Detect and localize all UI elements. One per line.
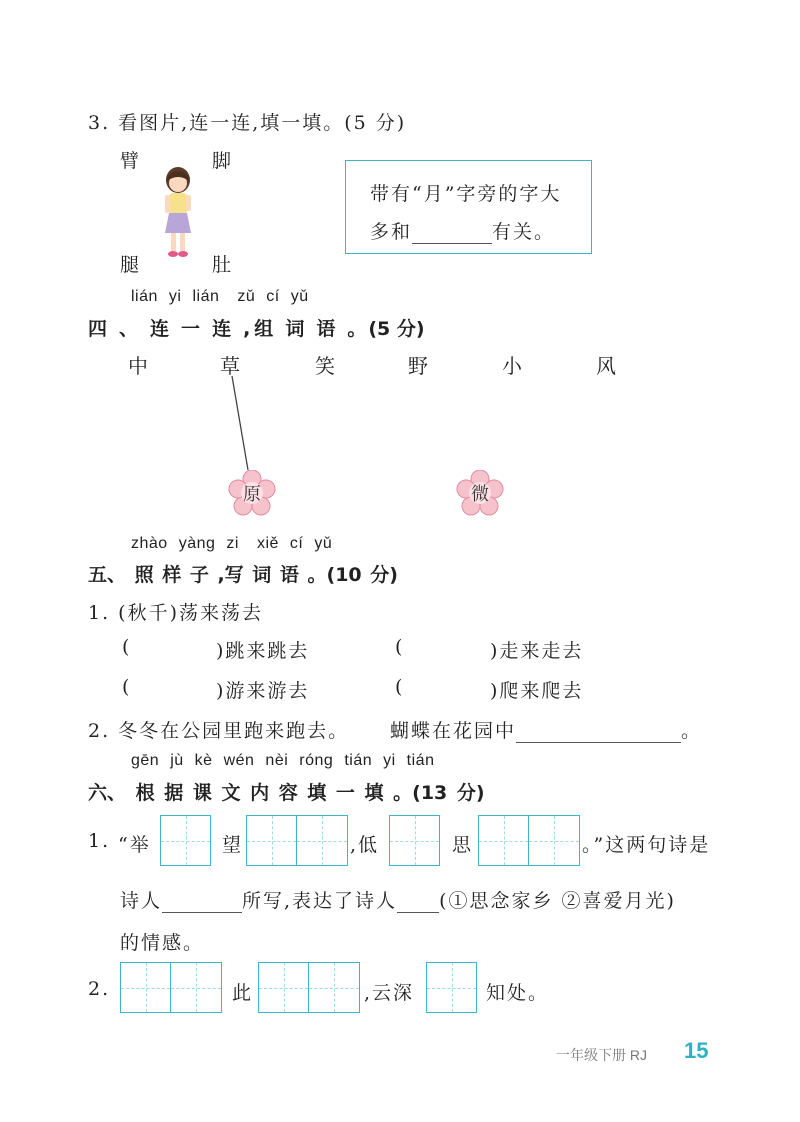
char-zhong[interactable]: 中 [128, 354, 150, 378]
sec5-item2-task [390, 716, 702, 743]
flower-label: 原 [243, 484, 261, 505]
sec5-item2-example: 2. 冬冬在公园里跑来跑去。 [88, 720, 350, 742]
pinyin-syllable: tián [406, 752, 435, 769]
heading-char: 。 [347, 318, 367, 340]
blank-open[interactable]: ( [395, 676, 405, 698]
page-number: 15 [684, 1038, 709, 1063]
blank-you: )游来游去 [216, 680, 310, 702]
line1-c2: 望 [222, 834, 244, 856]
grid-4[interactable] [478, 815, 580, 866]
blank-zou: )走来走去 [490, 640, 584, 662]
word-foot: 脚 [212, 150, 234, 172]
sec6-heading: 六、 根 据 课 文 内 容 填 一 填 。(13 分) [88, 782, 485, 804]
pinyin-syllable: róng [299, 752, 334, 769]
word-arm: 臂 [120, 150, 142, 172]
grid-cell[interactable] [171, 962, 222, 1013]
line4-c1: 此 [232, 982, 254, 1004]
grid-cell[interactable] [426, 962, 477, 1013]
pinyin-syllable: gēn [131, 752, 160, 769]
pinyin-syllable: yǔ [314, 535, 333, 552]
char-cao[interactable]: 草 [220, 354, 242, 378]
grid-cell[interactable] [120, 962, 171, 1013]
grid-cell[interactable] [478, 815, 529, 866]
heading-char: 词 [285, 318, 305, 340]
pinyin-syllable: jù [170, 752, 184, 769]
grid-cell[interactable] [258, 962, 309, 1013]
sec6-pinyin [131, 752, 445, 770]
char-xiao-small[interactable]: 小 [502, 354, 524, 378]
pinyin-syllable: cí [289, 535, 304, 552]
char-xiao[interactable]: 笑 [315, 354, 337, 378]
footer-grade: 一年级下册 RJ [556, 1047, 647, 1063]
grid-cell[interactable] [246, 815, 297, 866]
grid-3[interactable] [389, 815, 440, 866]
heading-char: 、 [119, 318, 139, 340]
blank-open[interactable]: ( [395, 636, 405, 658]
pinyin-syllable: zhào [131, 535, 168, 552]
char-ye[interactable]: 野 [408, 354, 430, 378]
hint-line1: 带有“月”字旁的字大 [370, 183, 562, 205]
pinyin-syllable: tián [344, 752, 373, 769]
pinyin-syllable: zǔ [237, 288, 256, 305]
grid-cell[interactable] [160, 815, 211, 866]
pinyin-syllable: kè [194, 752, 213, 769]
pinyin-syllable: lián [192, 288, 220, 305]
grid-cell[interactable] [529, 815, 580, 866]
feeling-blank[interactable] [397, 892, 439, 913]
flower-wei[interactable] [456, 470, 504, 516]
grid-cell[interactable] [297, 815, 348, 866]
word-belly: 肚 [212, 254, 234, 276]
sec5-pinyin [131, 535, 343, 553]
pinyin-syllable: nèi [265, 752, 289, 769]
grid-1[interactable] [160, 815, 211, 866]
heading-char: 四 [88, 318, 108, 340]
line3: 的情感。 [120, 932, 205, 954]
line4-num: 2. [88, 978, 111, 1000]
pinyin-syllable: yǔ [290, 288, 309, 305]
heading-char: , [243, 318, 251, 340]
grid-cell[interactable] [389, 815, 440, 866]
blank-open[interactable]: ( [122, 676, 132, 698]
flower-label: 微 [471, 484, 489, 505]
pinyin-syllable: cí [266, 288, 280, 305]
pinyin-syllable: lián [131, 288, 158, 305]
item2-answer-blank[interactable] [516, 722, 681, 743]
item2-end: 。 [681, 720, 703, 742]
pinyin-syllable: yàng [178, 535, 216, 552]
grid-7[interactable] [426, 962, 477, 1013]
heading-char: 组 [254, 318, 274, 340]
grid-5[interactable] [120, 962, 222, 1013]
pinyin-syllable: yi [168, 288, 182, 305]
line4-c3: 知处。 [486, 982, 550, 1004]
heading-char: 语 [316, 318, 336, 340]
q3-title: 3. 看图片,连一连,填一填。(5 分) [88, 112, 407, 134]
pinyin-syllable: xiě [256, 535, 279, 552]
line2 [120, 886, 676, 913]
line2-c: (①思念家乡 ②喜爱月光) [439, 890, 676, 912]
flower-yuan[interactable] [228, 470, 276, 516]
line1-c4: 思 [452, 834, 474, 856]
blank-pa: )爬来爬去 [490, 680, 584, 702]
hint-line2-prefix: 多和 [370, 221, 413, 243]
line2-a: 诗人 [120, 890, 163, 912]
line2-b: 所写,表达了诗人 [242, 890, 398, 912]
heading-char: 连 [150, 318, 170, 340]
line1-end: 。”这两句诗是 [582, 834, 711, 856]
sec4-score: (5 分) [368, 318, 425, 340]
heading-char: 连 [212, 318, 232, 340]
grid-cell[interactable] [309, 962, 360, 1013]
grid-2[interactable] [246, 815, 348, 866]
heading-char: 一 [181, 318, 201, 340]
grid-6[interactable] [258, 962, 360, 1013]
line1-q1: “举 [118, 834, 151, 856]
sec5-heading: 五、 照 样 子 ,写 词 语 。(10 分) [88, 564, 398, 586]
pinyin-syllable: yi [383, 752, 396, 769]
line1-c3: ,低 [350, 834, 380, 856]
blank-tiao: )跳来跳去 [216, 640, 310, 662]
hint-line2-suffix: 有关。 [492, 221, 556, 243]
example-connector-line [232, 376, 248, 470]
pinyin-syllable: zi [226, 535, 239, 552]
word-leg: 腿 [120, 254, 142, 276]
sec5-item1: 1. (秋千)荡来荡去 [88, 602, 263, 624]
line4-c2: ,云深 [364, 982, 415, 1004]
char-feng[interactable]: 风 [596, 354, 618, 378]
poet-blank[interactable] [162, 892, 242, 913]
blank-open[interactable]: ( [122, 636, 132, 658]
line1-num: 1. [88, 830, 111, 852]
pinyin-syllable: wén [223, 752, 255, 769]
item2-prompt: 蝴蝶在花园中 [390, 720, 517, 742]
